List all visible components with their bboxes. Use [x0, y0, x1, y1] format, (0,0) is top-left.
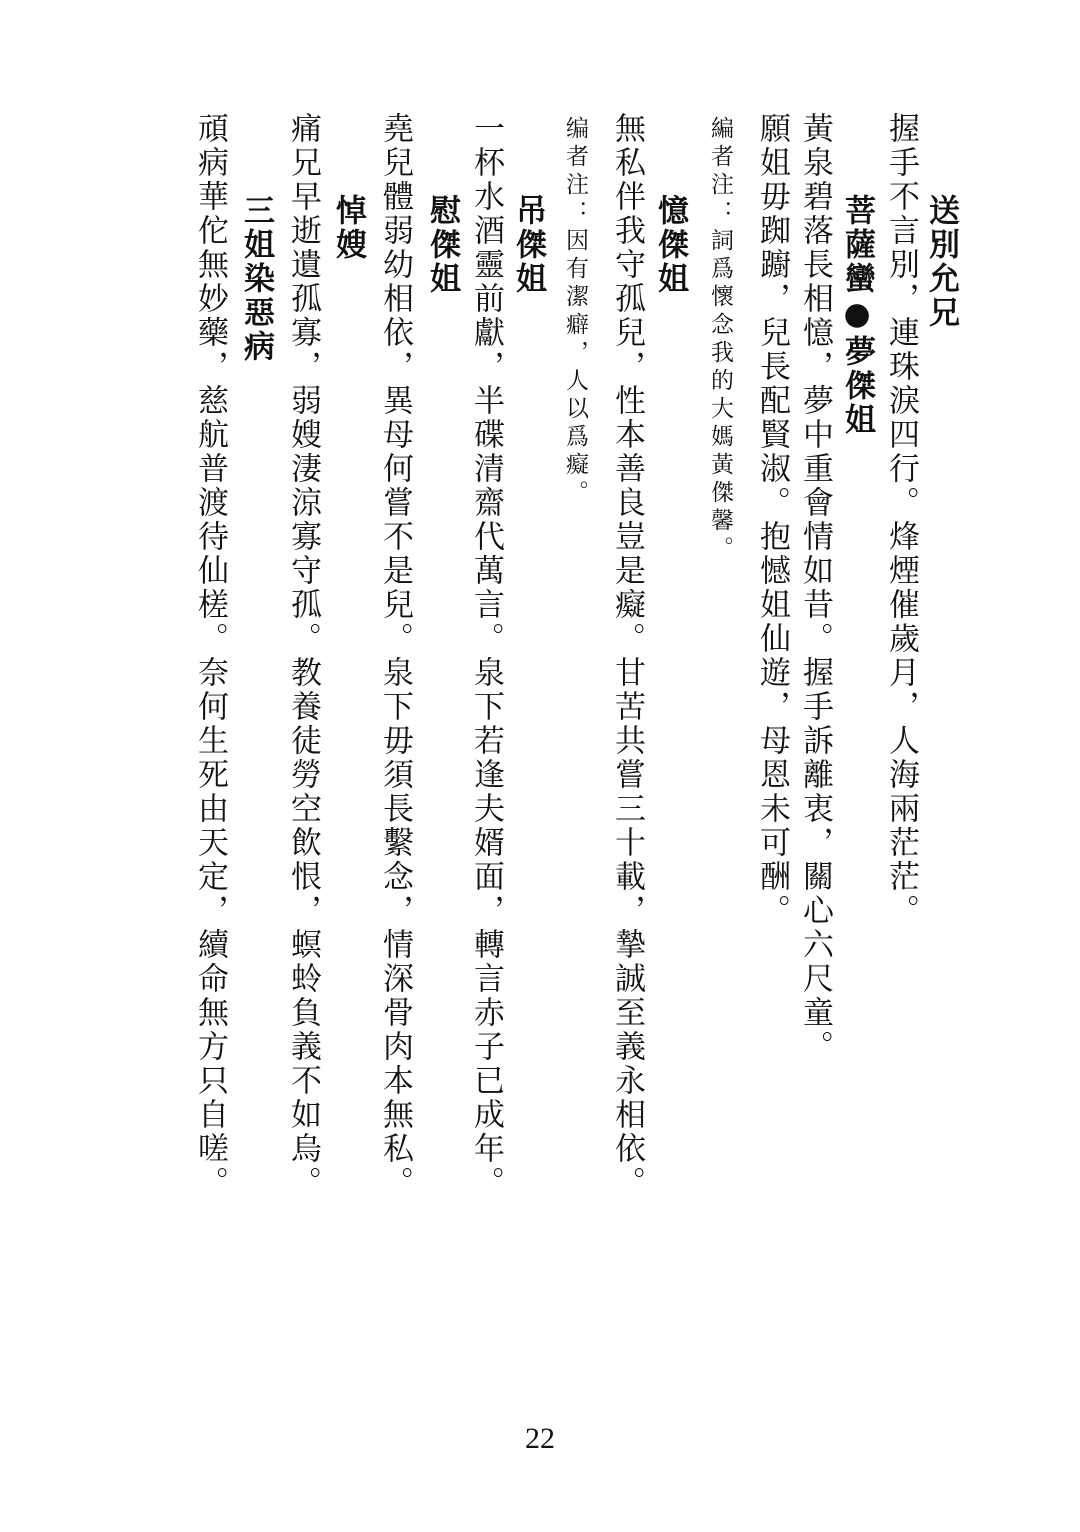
poem-line: 痛兄早逝遺孤寡，弱嫂淒涼寡守孤。教養徒勞空飲恨，螟蛉負義不如烏。 [285, 112, 321, 1200]
poem-line: 黃泉碧落長相憶，夢中重會情如昔。握手訴離衷，關心六尺童。 [797, 112, 833, 1064]
poem-line: 頑病華佗無妙藥，慈航普渡待仙槎。奈何生死由天定，續命無方只自嗟。 [192, 112, 228, 1200]
poem-title-pusaman: 菩薩蠻●夢傑姐 [839, 194, 875, 437]
poem-title-mourn-sister-in-law: 悼嫂 [330, 194, 366, 262]
poem-title-remember-sister: 憶傑姐 [652, 194, 688, 296]
poem-line: 願姐毋踟躕，兒長配賢淑。抱憾姐仙遊，母恩未可酬。 [754, 112, 790, 928]
poem-title-third-sister-ill: 三姐染惡病 [238, 194, 274, 364]
poem-line: 堯兒體弱幼相依，異母何嘗不是兒。泉下毋須長繫念，情深骨肉本無私。 [377, 112, 413, 1200]
poem-title-console-sister: 慰傑姐 [424, 194, 460, 296]
editor-note: 编者注：因有潔癖，人以爲癡。 [562, 116, 588, 508]
editor-note: 編者注：詞爲懷念我的大媽黃傑馨。 [707, 116, 733, 564]
poem-line: 一杯水酒靈前獻，半碟清齋代萬言。泉下若逢夫婿面，轉言赤子已成年。 [468, 112, 504, 1200]
poem-line: 無私伴我守孤兒，性本善良豈是癡。甘苦共嘗三十載，摯誠至義永相依。 [609, 112, 645, 1200]
poem-line: 握手不言別，連珠淚四行。烽煙催歲月，人海兩茫茫。 [883, 112, 919, 928]
page-number: 22 [525, 1422, 555, 1455]
poem-title-mourn-sister: 吊傑姐 [510, 194, 546, 296]
poem-title-farewell-brother: 送別允兄 [923, 194, 959, 330]
